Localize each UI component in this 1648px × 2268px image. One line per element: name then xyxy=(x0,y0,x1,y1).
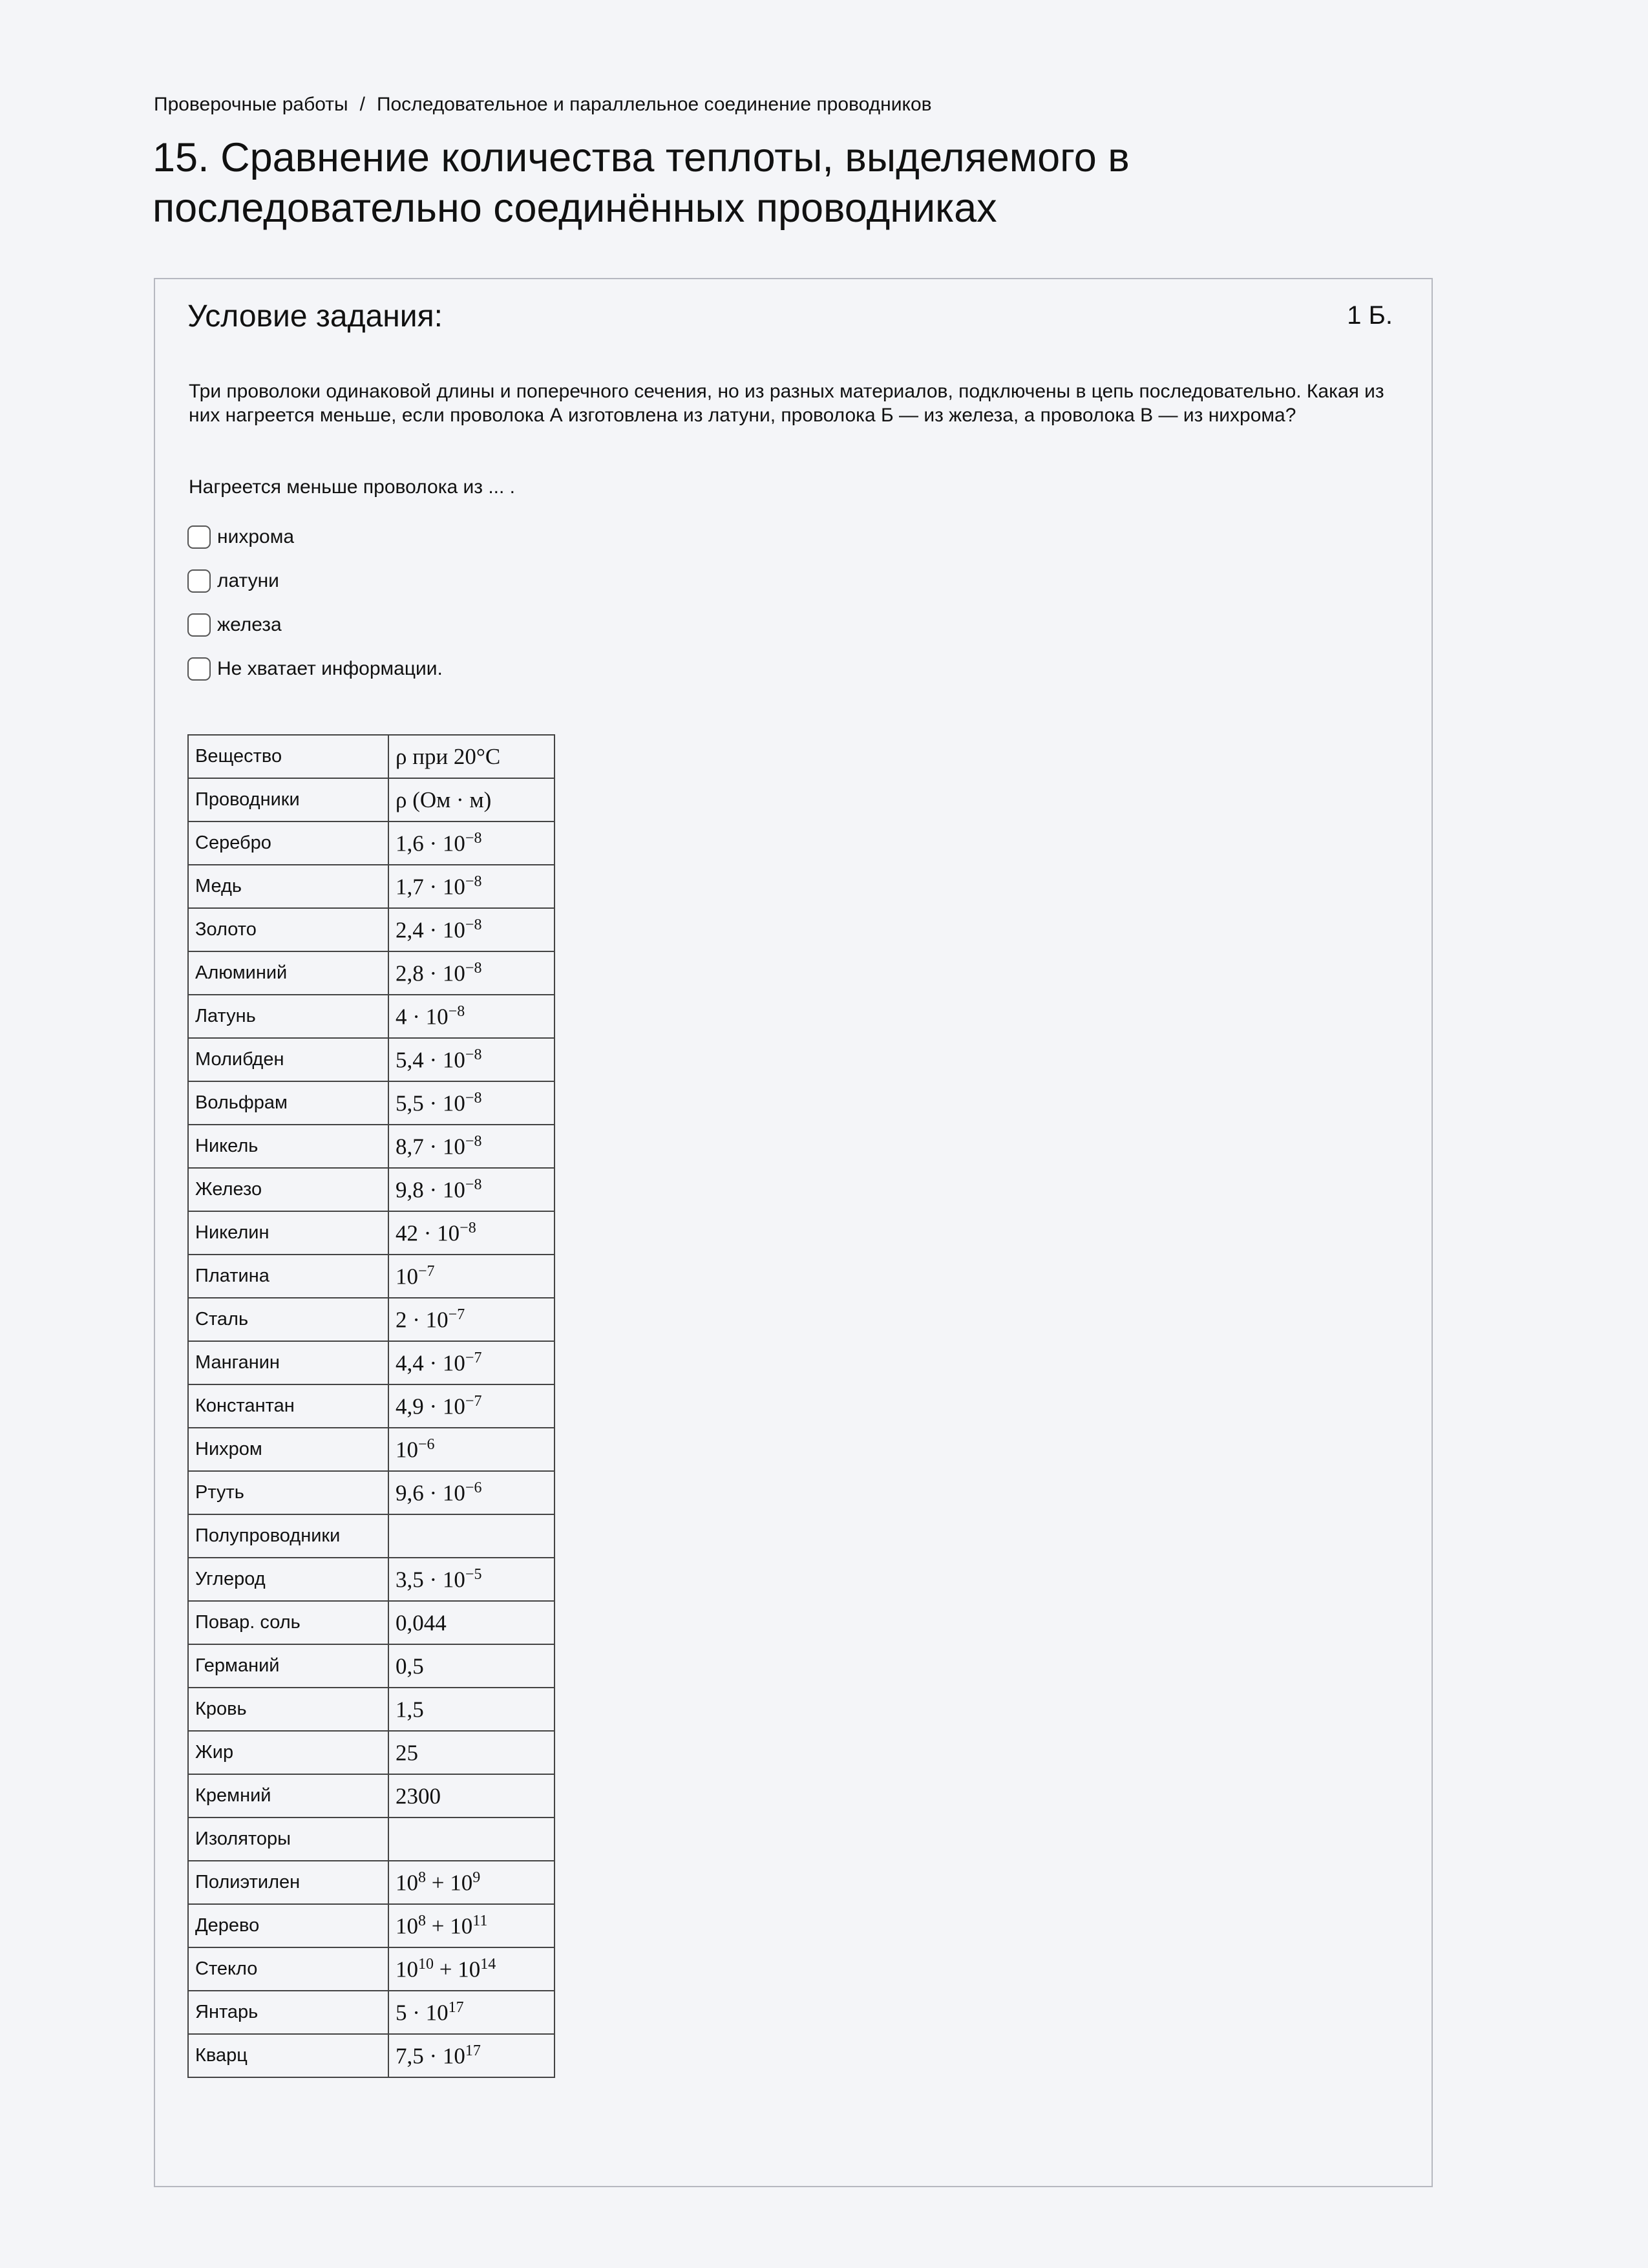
value-exponent: −8 xyxy=(448,1002,465,1020)
breadcrumb-item-tests[interactable]: Проверочные работы xyxy=(154,94,348,115)
table-row xyxy=(188,1081,555,1125)
value-base: 42 · 10 xyxy=(396,1220,460,1246)
table-row xyxy=(188,1298,555,1341)
question-text: Три проволоки одинаковой длины и поперечного сечения, но из разных материалов, подключены в цепь последовательно. Какая из них нагреется меньше, если проволока А изготовлена из латуни, проволока Б — из железа, а проволока В — из нихрома? xyxy=(189,381,1384,426)
resistivity-value xyxy=(388,1644,555,1688)
option-brass[interactable] xyxy=(187,559,443,603)
value-exponent: 17 xyxy=(448,1998,464,2016)
table-row xyxy=(188,1211,555,1255)
material-name: Золото xyxy=(188,908,388,951)
value-exponent: −8 xyxy=(465,916,482,933)
resistivity-value xyxy=(388,1038,555,1081)
resistivity-value xyxy=(388,1125,555,1168)
value-base: 10 xyxy=(396,1913,418,1939)
table-row xyxy=(188,1255,555,1298)
task-card xyxy=(154,278,1433,2187)
table-row xyxy=(188,1991,555,2034)
value-base: 2,4 · 10 xyxy=(396,917,465,943)
table-row xyxy=(188,1644,555,1688)
material-name: Никелин xyxy=(188,1211,388,1255)
table-header-cell: ρ при 20°C xyxy=(388,735,555,778)
value-base: 10 xyxy=(396,1956,418,1982)
breadcrumb xyxy=(154,94,932,116)
table-row xyxy=(188,1774,555,1818)
value-base: 10 xyxy=(396,1870,418,1896)
table-unit-row xyxy=(188,778,555,821)
material-name: Жир xyxy=(188,1731,388,1774)
value-exponent: 8 xyxy=(418,1912,426,1929)
value-exponent: −8 xyxy=(465,1046,482,1063)
table-row xyxy=(188,1818,555,1861)
table-row xyxy=(188,1688,555,1731)
table-row xyxy=(188,1168,555,1211)
value-exponent: −8 xyxy=(465,1132,482,1150)
table-row xyxy=(188,1601,555,1644)
value-base: + 10 xyxy=(426,1913,473,1939)
table-row xyxy=(188,865,555,908)
material-name: Никель xyxy=(188,1125,388,1168)
resistivity-value xyxy=(388,1168,555,1211)
table-row xyxy=(188,1558,555,1601)
table-row xyxy=(188,1341,555,1384)
resistivity-value xyxy=(388,1341,555,1384)
material-name: Латунь xyxy=(188,995,388,1038)
material-name: Кровь xyxy=(188,1688,388,1731)
option-label: железа xyxy=(217,614,282,635)
resistivity-value xyxy=(388,995,555,1038)
table-row xyxy=(188,1514,555,1558)
value-base: 2300 xyxy=(396,1783,441,1809)
condition-title: Условие задания: xyxy=(187,299,443,334)
value-base: 0,044 xyxy=(396,1610,447,1636)
material-name: Платина xyxy=(188,1255,388,1298)
table-body xyxy=(188,735,555,2077)
material-name: Железо xyxy=(188,1168,388,1211)
table-row xyxy=(188,1471,555,1514)
material-name: Стекло xyxy=(188,1947,388,1991)
table-row xyxy=(188,1428,555,1471)
table-row xyxy=(188,951,555,995)
value-base: + 10 xyxy=(426,1870,473,1896)
resistivity-value xyxy=(388,865,555,908)
material-name: Серебро xyxy=(188,821,388,865)
value-base: 9,8 · 10 xyxy=(396,1177,465,1203)
table-row xyxy=(188,995,555,1038)
page-title: 15. Сравнение количества теплоты, выделяемого в последовательно соединённых проводниках xyxy=(153,135,1130,231)
value-exponent: −7 xyxy=(465,1349,482,1366)
answer-prompt: Нагреется меньше проволока из ... . xyxy=(189,476,516,498)
table-cell: Проводники xyxy=(188,778,388,821)
resistivity-value xyxy=(388,1947,555,1991)
material-name: Алюминий xyxy=(188,951,388,995)
value-exponent: −8 xyxy=(465,1176,482,1193)
resistivity-value xyxy=(388,951,555,995)
resistivity-value xyxy=(388,1601,555,1644)
resistivity-value xyxy=(388,1731,555,1774)
value-exponent: −8 xyxy=(465,959,482,977)
breadcrumb-separator: / xyxy=(359,94,365,115)
resistivity-value xyxy=(388,1558,555,1601)
value-exponent: −8 xyxy=(465,829,482,847)
value-base: 3,5 · 10 xyxy=(396,1567,465,1593)
value-base: 5,5 · 10 xyxy=(396,1090,465,1116)
option-iron[interactable] xyxy=(187,603,443,647)
material-name: Вольфрам xyxy=(188,1081,388,1125)
checkbox[interactable] xyxy=(187,569,211,593)
table-row xyxy=(188,1038,555,1081)
option-nichrome[interactable] xyxy=(187,515,443,559)
checkbox[interactable] xyxy=(187,657,211,681)
table-row xyxy=(188,1731,555,1774)
option-label: нихрома xyxy=(217,526,295,547)
table-row xyxy=(188,2034,555,2077)
value-base: 2 · 10 xyxy=(396,1307,449,1333)
resistivity-value xyxy=(388,908,555,951)
table-row xyxy=(188,821,555,865)
value-base: 10 xyxy=(396,1264,418,1289)
material-name: Нихром xyxy=(188,1428,388,1471)
table-cell: ρ (Ом · м) xyxy=(388,778,555,821)
value-exponent: 10 xyxy=(418,1955,434,1973)
resistivity-value xyxy=(388,1384,555,1428)
resistivity-value xyxy=(388,1991,555,2034)
material-name: Янтарь xyxy=(188,1991,388,2034)
value-exponent: −8 xyxy=(465,1089,482,1107)
value-base: 10 xyxy=(396,1437,418,1463)
resistivity-value xyxy=(388,821,555,865)
material-name: Углерод xyxy=(188,1558,388,1601)
resistivity-value xyxy=(388,1298,555,1341)
table-row xyxy=(188,908,555,951)
resistivity-value xyxy=(388,1081,555,1125)
table-row xyxy=(188,1947,555,1991)
value-exponent: −6 xyxy=(418,1436,435,1453)
resistivity-value xyxy=(388,1688,555,1731)
value-base: 9,6 · 10 xyxy=(396,1480,465,1506)
resistivity-value xyxy=(388,1774,555,1818)
value-base: 7,5 · 10 xyxy=(396,2043,465,2069)
table-row xyxy=(188,1861,555,1904)
value-exponent: −7 xyxy=(418,1262,435,1280)
table-row xyxy=(188,1384,555,1428)
value-base: 0,5 xyxy=(396,1653,424,1679)
table-row xyxy=(188,1125,555,1168)
resistivity-value xyxy=(388,1514,555,1558)
resistivity-value xyxy=(388,1904,555,1947)
value-exponent: 8 xyxy=(418,1869,426,1886)
material-name: Кварц xyxy=(188,2034,388,2077)
table-header-row xyxy=(188,735,555,778)
answer-options xyxy=(187,515,443,691)
value-exponent: 9 xyxy=(472,1869,481,1886)
material-name: Германий xyxy=(188,1644,388,1688)
value-exponent: 11 xyxy=(472,1912,488,1929)
value-base: 1,7 · 10 xyxy=(396,874,465,900)
value-base: 25 xyxy=(396,1740,418,1766)
value-exponent: −5 xyxy=(465,1565,482,1583)
material-name: Кремний xyxy=(188,1774,388,1818)
resistivity-value xyxy=(388,1211,555,1255)
resistivity-table xyxy=(187,734,555,2078)
material-name: Сталь xyxy=(188,1298,388,1341)
material-name: Полиэтилен xyxy=(188,1861,388,1904)
value-exponent: 17 xyxy=(465,2042,481,2059)
checkbox[interactable] xyxy=(187,613,211,637)
breadcrumb-item-topic[interactable]: Последовательное и параллельное соединение проводников xyxy=(376,94,932,115)
value-exponent: −8 xyxy=(460,1219,476,1236)
material-name: Константан xyxy=(188,1384,388,1428)
material-name: Повар. соль xyxy=(188,1601,388,1644)
value-base: 4,9 · 10 xyxy=(396,1394,465,1419)
resistivity-value xyxy=(388,1428,555,1471)
option-label: Не хватает информации. xyxy=(217,658,443,679)
resistivity-value xyxy=(388,1471,555,1514)
value-base: 1,6 · 10 xyxy=(396,831,465,856)
option-not-enough-info[interactable] xyxy=(187,647,443,691)
value-base: + 10 xyxy=(434,1956,481,1982)
value-exponent: −8 xyxy=(465,873,482,890)
value-exponent: −7 xyxy=(448,1306,465,1323)
value-base: 5,4 · 10 xyxy=(396,1047,465,1073)
value-base: 4,4 · 10 xyxy=(396,1350,465,1376)
points-badge: 1 Б. xyxy=(1347,301,1393,330)
value-exponent: −7 xyxy=(465,1392,482,1410)
resistivity-value xyxy=(388,2034,555,2077)
value-base: 2,8 · 10 xyxy=(396,960,465,986)
value-base: 8,7 · 10 xyxy=(396,1134,465,1160)
value-exponent: −6 xyxy=(465,1479,482,1496)
option-label: латуни xyxy=(217,570,279,591)
table-row xyxy=(188,1904,555,1947)
material-name: Изоляторы xyxy=(188,1818,388,1861)
checkbox[interactable] xyxy=(187,525,211,549)
material-name: Молибден xyxy=(188,1038,388,1081)
material-name: Полупроводники xyxy=(188,1514,388,1558)
value-base: 4 · 10 xyxy=(396,1004,449,1030)
material-name: Дерево xyxy=(188,1904,388,1947)
resistivity-value xyxy=(388,1818,555,1861)
value-base: 1,5 xyxy=(396,1697,424,1722)
material-name: Медь xyxy=(188,865,388,908)
resistivity-value xyxy=(388,1861,555,1904)
value-exponent: 14 xyxy=(480,1955,496,1973)
table-header-cell: Вещество xyxy=(188,735,388,778)
material-name: Ртуть xyxy=(188,1471,388,1514)
value-base: 5 · 10 xyxy=(396,2000,449,2026)
material-name: Манганин xyxy=(188,1341,388,1384)
resistivity-value xyxy=(388,1255,555,1298)
